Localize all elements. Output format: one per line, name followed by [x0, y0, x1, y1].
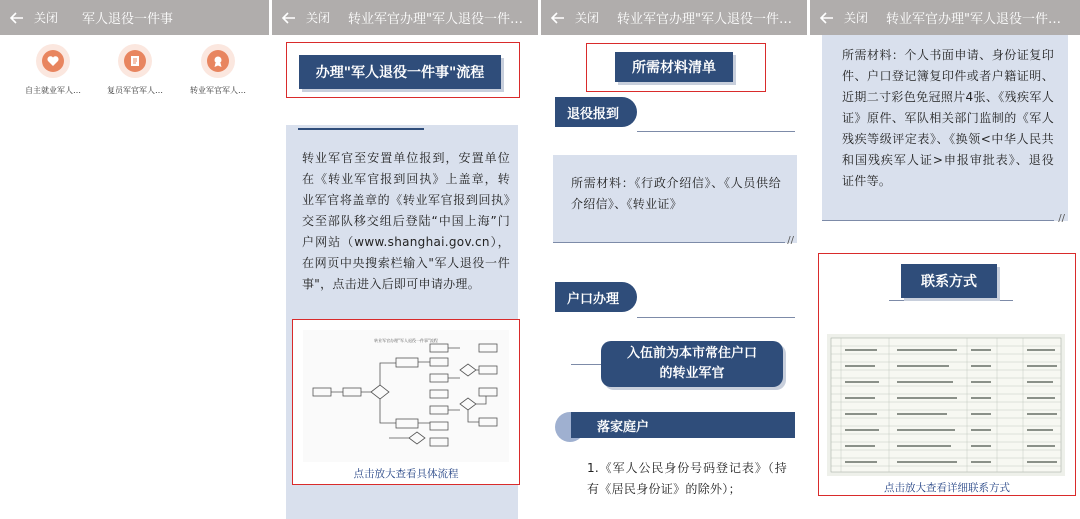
page-title: 军人退役一件事 — [82, 12, 174, 27]
page-title: 转业军官办理"军人退役一件… — [886, 12, 1061, 27]
page-title: 转业军官办理"军人退役一件… — [617, 12, 792, 27]
panel-underline — [822, 220, 1054, 221]
back-arrow-icon[interactable] — [280, 9, 298, 27]
top-bar — [0, 0, 269, 35]
slash-mark: // — [1058, 213, 1065, 224]
flowchart-diagram — [303, 330, 509, 462]
section-household-registration: 户口办理 — [555, 282, 637, 312]
section-family-household: 落家庭户 — [571, 412, 795, 438]
section-underline — [637, 131, 795, 132]
content-area — [272, 35, 538, 519]
contact-table-image — [827, 334, 1065, 476]
panel-divider — [298, 128, 424, 130]
screen-contact — [810, 0, 1080, 519]
materials-text-disabled: 所需材料：个人书面申请、身份证复印件、户口登记簿复印件或者户籍证明、近期二寸彩色免冠照片4张、《残疾军人证》原件、军队相关部门监制的《军人残疾等级评定表》、《换领<中华人民共和国残疾军人证>申报审批表》、退役证件等。 — [842, 48, 1054, 188]
materials-item-1: 1.《军人公民身份号码登记表》（持有《居民身份证》的除外）； — [587, 461, 787, 496]
badge-icon — [201, 44, 235, 78]
service-label: 自主就业军人… — [25, 86, 81, 95]
close-link[interactable]: 关闭 — [844, 11, 869, 25]
back-arrow-icon[interactable] — [8, 9, 26, 27]
flowchart-thumbnail[interactable] — [292, 319, 520, 485]
flowchart-caption[interactable]: 点击放大查看具体流程 — [353, 468, 459, 480]
connector-line — [571, 364, 605, 365]
screen-materials — [541, 0, 807, 519]
materials-text-1: 所需材料：《行政介绍信》、《人员供给介绍信》、《转业证》 — [571, 176, 781, 211]
service-item-demobilized[interactable] — [92, 44, 178, 96]
contact-banner: 联系方式 — [901, 264, 997, 298]
panel-underline — [553, 242, 785, 243]
service-item-transferred-officer[interactable] — [175, 44, 261, 96]
contact-section-box — [818, 253, 1076, 496]
close-link[interactable]: 关闭 — [34, 11, 59, 25]
slash-mark: // — [787, 235, 794, 246]
section-discharge-report: 退役报到 — [555, 97, 637, 127]
back-arrow-icon[interactable] — [818, 9, 836, 27]
process-description: 转业军官至安置单位报到，安置单位在《转业军官报到回执》上盖章，转业军官将盖章的《转业军官报到回执》交至部队移交组后登陆“中国上海”门户网站（www.shanghai.gov.cn），在网页中央搜索栏输入"军人退役一件事"，点击进入后即可申请办理。 — [302, 151, 510, 291]
close-link[interactable]: 关闭 — [306, 11, 331, 25]
content-area — [810, 35, 1080, 519]
top-bar — [541, 0, 807, 35]
flowchart-image — [303, 330, 509, 462]
close-link[interactable]: 关闭 — [575, 11, 600, 25]
banner-line — [889, 300, 1013, 301]
service-item-self-employed[interactable] — [10, 44, 96, 96]
document-icon — [118, 44, 152, 78]
process-panel — [286, 125, 518, 519]
contact-table-thumbnail[interactable] — [827, 334, 1065, 476]
service-grid — [0, 35, 269, 519]
screen-process — [272, 0, 538, 519]
service-label: 复员军官军人… — [107, 86, 163, 95]
service-label: 转业军官军人… — [190, 86, 246, 95]
materials-panel-disabled — [822, 35, 1068, 224]
flowchart-title: 转业军官办理"军人退役一件事"流程 — [374, 338, 438, 343]
content-area — [541, 35, 807, 519]
back-arrow-icon[interactable] — [549, 9, 567, 27]
contact-caption[interactable]: 点击放大查看详细联系方式 — [884, 482, 1010, 494]
top-bar — [810, 0, 1080, 35]
materials-panel-1 — [553, 155, 797, 246]
top-bar — [272, 0, 538, 35]
heart-hands-icon — [36, 44, 70, 78]
process-banner: 办理"军人退役一件事"流程 — [299, 55, 501, 89]
screen-service-list — [0, 0, 269, 519]
page-title: 转业军官办理"军人退役一件… — [348, 12, 523, 27]
materials-banner: 所需材料清单 — [615, 52, 733, 82]
section-underline — [637, 317, 795, 318]
local-hukou-officer-banner: 入伍前为本市常住户口的转业军官 — [601, 341, 783, 387]
